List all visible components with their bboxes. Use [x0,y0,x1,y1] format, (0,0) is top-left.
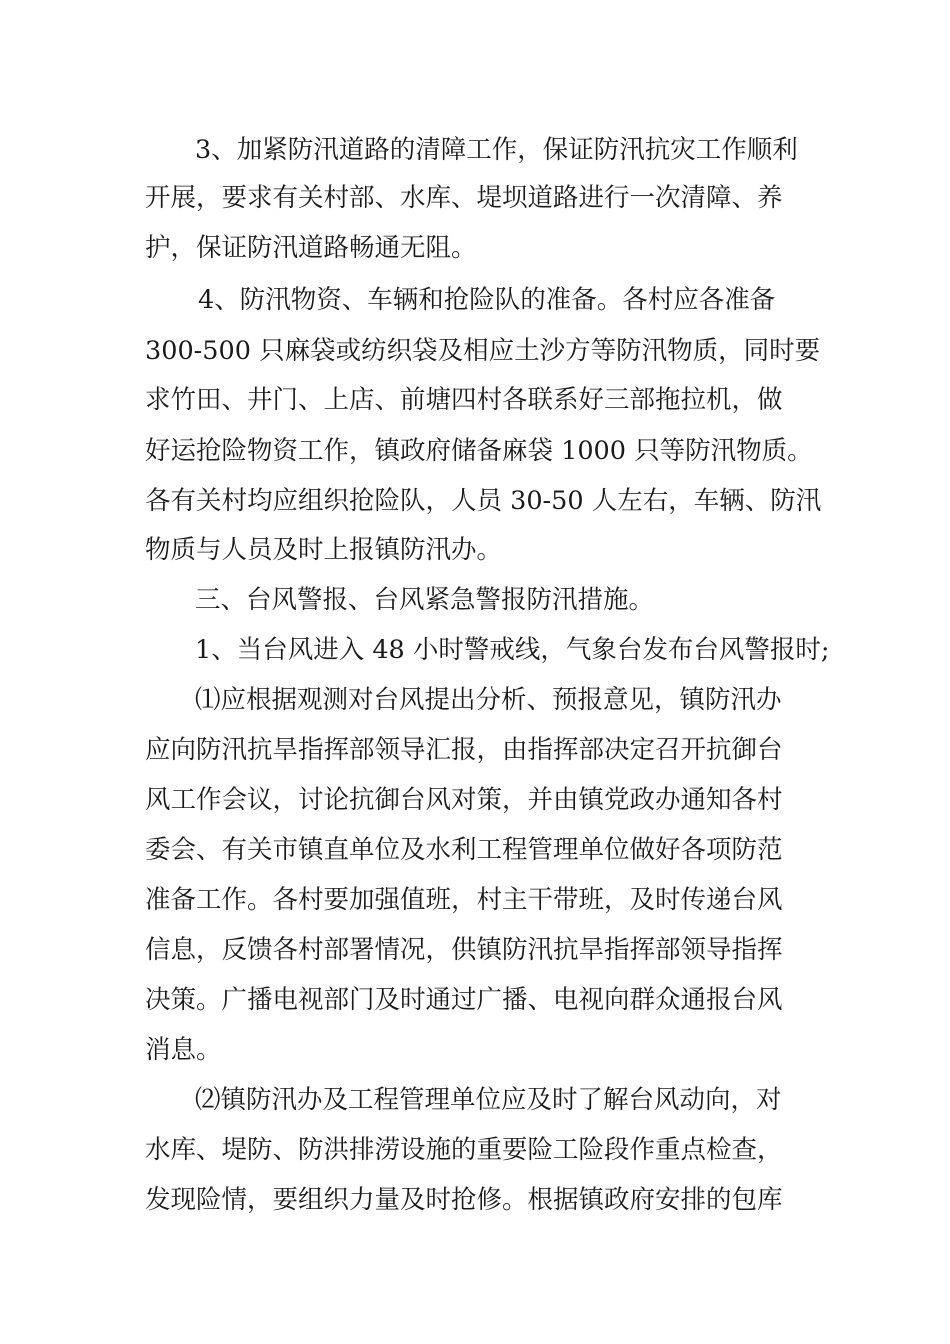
paragraph-item-4-line-4: 好运抢险物资工作，镇政府储备麻袋 1000 只等防汛物质。 [145,436,813,466]
paragraph-sub-1-line-3: 风工作会议，讨论抗御台风对策，并由镇党政办通知各村 [145,785,783,815]
paragraph-item-4-line-3: 求竹田、井门、上店、前塘四村各联系好三部拖拉机，做 [145,385,783,415]
paragraph-item-4-line-1: 4、防汛物资、车辆和抢险队的准备。各村应各准备 [198,285,776,315]
paragraph-item-3-line-2: 开展，要求有关村部、水库、堤坝道路进行一次清障、养 [145,183,783,213]
paragraph-sub-1-line-5: 准备工作。各村要加强值班，村主干带班，及时传递台风 [145,885,783,915]
paragraph-sub-2-line-2: 水库、堤防、防洪排涝设施的重要险工险段作重点检查， [145,1135,783,1165]
paragraph-item-3-line-3: 护，保证防汛道路畅通无阻。 [145,233,477,263]
paragraph-sub-2-line-1: ⑵镇防汛办及工程管理单位应及时了解台风动向，对 [195,1085,782,1115]
paragraph-sub-1-line-6: 信息，反馈各村部署情况，供镇防汛抗旱指挥部领导指挥 [145,935,783,965]
paragraph-sub-2-line-3: 发现险情，要组织力量及时抢修。根据镇政府安排的包库 [145,1185,783,1215]
paragraph-sub-1-line-2: 应向防汛抗旱指挥部领导汇报，由指挥部决定召开抗御台 [145,735,783,765]
paragraph-item-4-line-6: 物质与人员及时上报镇防汛办。 [145,535,503,565]
paragraph-sub-1-line-7: 决策。广播电视部门及时通过广播、电视向群众通报台风 [145,985,783,1015]
paragraph-item-1-line-1: 1、当台风进入 48 小时警戒线，气象台发布台风警报时; [195,635,830,665]
paragraph-item-4-line-2: 300-500 只麻袋或纺织袋及相应土沙方等防汛物质，同时要 [145,336,821,366]
section-heading-3: 三、台风警报、台风紧急警报防汛措施。 [195,585,655,615]
paragraph-item-4-line-5: 各有关村均应组织抢险队，人员 30-50 人左右，车辆、防汛 [145,486,822,516]
paragraph-sub-1-line-4: 委会、有关市镇直单位及水利工程管理单位做好各项防范 [145,835,783,865]
paragraph-sub-1-line-8: 消息。 [145,1035,222,1065]
paragraph-item-3-line-1: 3、加紧防汛道路的清障工作，保证防汛抗灾工作顺利 [195,135,798,165]
paragraph-sub-1-line-1: ⑴应根据观测对台风提出分析、预报意见，镇防汛办 [195,685,782,715]
